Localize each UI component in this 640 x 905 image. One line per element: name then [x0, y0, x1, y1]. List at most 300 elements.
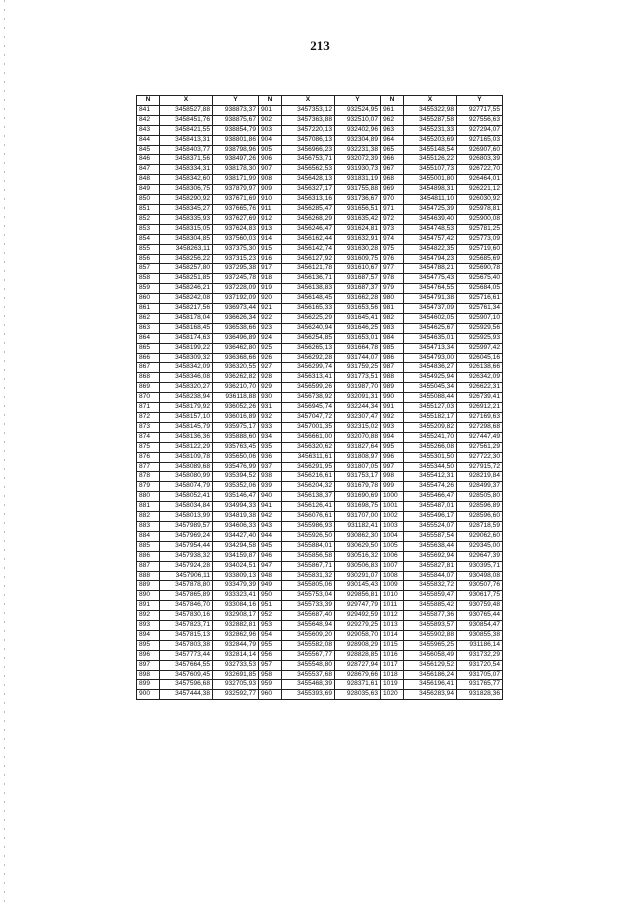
table-cell: 3458257,80 — [160, 264, 213, 274]
table-cell: 936210,70 — [213, 383, 259, 393]
table-cell: 3455548,80 — [282, 660, 335, 670]
table-cell: 3456313,41 — [282, 373, 335, 383]
table-cell: 999 — [381, 482, 404, 492]
table-cell: 3456186,24 — [404, 670, 457, 680]
table-cell: 3458256,22 — [160, 254, 213, 264]
table-cell: 3458371,56 — [160, 155, 213, 165]
table-cell: 3457823,71 — [160, 621, 213, 631]
table-row — [137, 284, 503, 294]
table-cell: 931690,69 — [335, 492, 381, 502]
table-cell: 3455902,88 — [404, 630, 457, 640]
table-cell: 932705,93 — [213, 680, 259, 690]
table-cell: 3455827,81 — [404, 561, 457, 571]
table-cell: 927722,30 — [457, 452, 503, 462]
table-cell: 993 — [381, 422, 404, 432]
table-cell: 3458238,94 — [160, 393, 213, 403]
table-cell: 843 — [137, 125, 160, 135]
table-row — [137, 125, 503, 135]
table-cell: 928219,84 — [457, 472, 503, 482]
table-cell: 934024,51 — [213, 561, 259, 571]
table-cell: 935763,45 — [213, 442, 259, 452]
table-cell: 997 — [381, 462, 404, 472]
table-cell: 908 — [259, 175, 282, 185]
table-row — [137, 313, 503, 323]
table-cell: 979 — [381, 284, 404, 294]
table-cell: 937375,30 — [213, 244, 259, 254]
table-cell: 878 — [137, 472, 160, 482]
table-cell: 3455877,36 — [404, 611, 457, 621]
table-cell: 934994,33 — [213, 502, 259, 512]
table-cell: 931653,56 — [335, 304, 381, 314]
table-cell: 3456058,49 — [404, 650, 457, 660]
table-cell: 862 — [137, 313, 160, 323]
table-cell: 931656,51 — [335, 204, 381, 214]
table-cell: 1007 — [381, 561, 404, 571]
table-cell: 885 — [137, 541, 160, 551]
table-cell: 3457938,32 — [160, 551, 213, 561]
table-cell: 3457047,72 — [282, 413, 335, 423]
table-cell: 931687,37 — [335, 284, 381, 294]
table-cell: 3456129,52 — [404, 660, 457, 670]
table-cell: 962 — [381, 115, 404, 125]
table-cell: 3457803,38 — [160, 640, 213, 650]
table-cell: 3455884,01 — [282, 541, 335, 551]
table-cell: 850 — [137, 195, 160, 205]
table-cell: 3454836,27 — [404, 363, 457, 373]
table-cell: 3458342,09 — [160, 363, 213, 373]
table-cell: 3456738,92 — [282, 393, 335, 403]
table-cell: 929747,79 — [335, 601, 381, 611]
table-cell: 3457363,88 — [282, 115, 335, 125]
table-row — [137, 472, 503, 482]
table-cell: 3455524,07 — [404, 521, 457, 531]
table-cell: 1019 — [381, 680, 404, 690]
table-cell: 926030,92 — [457, 195, 503, 205]
table-row — [137, 224, 503, 234]
table-cell: 980 — [381, 294, 404, 304]
table-cell: 930862,30 — [335, 531, 381, 541]
table-cell: 3455241,70 — [404, 432, 457, 442]
table-cell: 3455468,39 — [282, 680, 335, 690]
table-row — [137, 274, 503, 284]
table-cell: 3456283,94 — [404, 690, 457, 700]
table-cell: 929647,39 — [457, 551, 503, 561]
table-cell: 928035,63 — [335, 690, 381, 700]
table-cell: 3455301,50 — [404, 452, 457, 462]
table-row — [137, 254, 503, 264]
table-cell: 3455733,39 — [282, 601, 335, 611]
table-cell: 3454602,05 — [404, 313, 457, 323]
table-row — [137, 670, 503, 680]
table-cell: 3455466,47 — [404, 492, 457, 502]
table-cell: 928499,37 — [457, 482, 503, 492]
table-cell: 3456268,29 — [282, 214, 335, 224]
table-cell: 987 — [381, 363, 404, 373]
table-cell: 931759,25 — [335, 363, 381, 373]
table-cell: 3456165,33 — [282, 304, 335, 314]
table-cell: 919 — [259, 284, 282, 294]
table-row — [137, 214, 503, 224]
table-cell: 937315,23 — [213, 254, 259, 264]
table-cell: 936052,26 — [213, 403, 259, 413]
table-cell: 1002 — [381, 512, 404, 522]
table-cell: 939 — [259, 482, 282, 492]
table-cell: 969 — [381, 185, 404, 195]
table-cell: 3456136,71 — [282, 274, 335, 284]
table-cell: 988 — [381, 373, 404, 383]
table-cell: 887 — [137, 561, 160, 571]
table-cell: 1011 — [381, 601, 404, 611]
table-cell: 931744,07 — [335, 353, 381, 363]
table-cell: 3456299,74 — [282, 363, 335, 373]
table-cell: 936262,82 — [213, 373, 259, 383]
table-cell: 884 — [137, 531, 160, 541]
table-row — [137, 452, 503, 462]
table-cell: 3457220,13 — [282, 125, 335, 135]
table-cell: 977 — [381, 264, 404, 274]
header-x-1: X — [160, 96, 213, 106]
table-cell: 932072,39 — [335, 155, 381, 165]
table-cell: 3457086,13 — [282, 135, 335, 145]
table-cell: 3454898,31 — [404, 185, 457, 195]
table-cell: 3455266,08 — [404, 442, 457, 452]
table-cell: 926722,70 — [457, 165, 503, 175]
table-cell: 844 — [137, 135, 160, 145]
table-cell: 3457773,44 — [160, 650, 213, 660]
table-cell: 1010 — [381, 591, 404, 601]
table-cell: 3458246,21 — [160, 284, 213, 294]
table-cell: 935146,47 — [213, 492, 259, 502]
table-cell: 3455893,57 — [404, 621, 457, 631]
table-cell: 929 — [259, 383, 282, 393]
table-cell: 961 — [381, 105, 404, 115]
table-row — [137, 541, 503, 551]
table-cell: 925907,10 — [457, 313, 503, 323]
table-cell: 995 — [381, 442, 404, 452]
table-cell: 3455107,73 — [404, 165, 457, 175]
table-cell: 917 — [259, 264, 282, 274]
table-cell: 3455844,07 — [404, 571, 457, 581]
table-cell: 881 — [137, 502, 160, 512]
table-cell: 3457906,11 — [160, 571, 213, 581]
table-cell: 931720,54 — [457, 660, 503, 670]
table-cell: 3455638,44 — [404, 541, 457, 551]
table-cell: 845 — [137, 145, 160, 155]
table-cell: 1013 — [381, 621, 404, 631]
table-cell: 3458320,27 — [160, 383, 213, 393]
table-cell: 869 — [137, 383, 160, 393]
table-row — [137, 601, 503, 611]
table-cell: 907 — [259, 165, 282, 175]
table-cell: 931707,00 — [335, 512, 381, 522]
table-cell: 3454757,42 — [404, 234, 457, 244]
scan-edge-marks — [4, 0, 5, 905]
table-row — [137, 571, 503, 581]
table-row — [137, 630, 503, 640]
table-row — [137, 561, 503, 571]
table-cell: 926739,41 — [457, 393, 503, 403]
table-cell: 853 — [137, 224, 160, 234]
table-cell: 927915,72 — [457, 462, 503, 472]
table-cell: 932402,96 — [335, 125, 381, 135]
table-cell: 846 — [137, 155, 160, 165]
table-cell: 3458080,99 — [160, 472, 213, 482]
table-cell: 928828,85 — [335, 650, 381, 660]
table-cell: 894 — [137, 630, 160, 640]
table-cell: 911 — [259, 204, 282, 214]
table-row — [137, 531, 503, 541]
table-cell: 3454625,67 — [404, 323, 457, 333]
table-row — [137, 175, 503, 185]
table-cell: 3455648,94 — [282, 621, 335, 631]
table-row — [137, 105, 503, 115]
table-cell: 954 — [259, 630, 282, 640]
table-cell: 930291,07 — [335, 571, 381, 581]
table-cell: 3455126,22 — [404, 155, 457, 165]
table-cell: 925781,25 — [457, 224, 503, 234]
table-cell: 978 — [381, 274, 404, 284]
table-cell: 923 — [259, 323, 282, 333]
table-cell: 895 — [137, 640, 160, 650]
table-cell: 932091,31 — [335, 393, 381, 403]
table-cell: 931732,29 — [457, 650, 503, 660]
table-cell: 3454822,35 — [404, 244, 457, 254]
table-cell: 3458145,79 — [160, 422, 213, 432]
table-cell: 924 — [259, 333, 282, 343]
table-cell: 3458345,27 — [160, 204, 213, 214]
table-cell: 3457924,28 — [160, 561, 213, 571]
table-cell: 932592,77 — [213, 690, 259, 700]
table-cell: 945 — [259, 541, 282, 551]
table-cell: 3458199,22 — [160, 343, 213, 353]
table-cell: 871 — [137, 403, 160, 413]
table-cell: 912 — [259, 214, 282, 224]
table-cell: 932691,85 — [213, 670, 259, 680]
table-cell: 3456240,94 — [282, 323, 335, 333]
table-cell: 3456599,26 — [282, 383, 335, 393]
table-cell: 958 — [259, 670, 282, 680]
table-cell: 3458217,56 — [160, 304, 213, 314]
table-cell: 3456148,45 — [282, 294, 335, 304]
table-cell: 3458306,75 — [160, 185, 213, 195]
table-cell: 976 — [381, 254, 404, 264]
table-cell: 3454775,43 — [404, 274, 457, 284]
table-cell: 3454764,55 — [404, 284, 457, 294]
table-cell: 936118,88 — [213, 393, 259, 403]
table-cell: 931828,36 — [457, 690, 503, 700]
table-cell: 3456311,61 — [282, 452, 335, 462]
table-cell: 896 — [137, 650, 160, 660]
table-cell: 928908,29 — [335, 640, 381, 650]
table-cell: 925716,61 — [457, 294, 503, 304]
table-cell: 926464,01 — [457, 175, 503, 185]
table-cell: 3455088,44 — [404, 393, 457, 403]
table-cell: 849 — [137, 185, 160, 195]
table-cell: 3458109,78 — [160, 452, 213, 462]
table-cell: 3457815,13 — [160, 630, 213, 640]
table-cell: 948 — [259, 571, 282, 581]
table-cell: 3455231,33 — [404, 125, 457, 135]
table-row — [137, 204, 503, 214]
table-cell: 932070,88 — [335, 432, 381, 442]
table-row — [137, 690, 503, 700]
table-cell: 842 — [137, 115, 160, 125]
table-cell: 3456246,47 — [282, 224, 335, 234]
table-cell: 1009 — [381, 581, 404, 591]
table-row — [137, 195, 503, 205]
table-cell: 1014 — [381, 630, 404, 640]
table-cell: 928505,80 — [457, 492, 503, 502]
table-cell: 1006 — [381, 551, 404, 561]
table-cell: 937624,83 — [213, 224, 259, 234]
table-cell: 3455148,54 — [404, 145, 457, 155]
table-cell: 1004 — [381, 531, 404, 541]
table-cell: 901 — [259, 105, 282, 115]
table-cell: 931687,57 — [335, 274, 381, 284]
header-y-2: Y — [335, 96, 381, 106]
table-cell: 3456313,16 — [282, 195, 335, 205]
table-cell: 1008 — [381, 571, 404, 581]
table-cell: 994 — [381, 432, 404, 442]
table-cell: 3457001,35 — [282, 422, 335, 432]
table-cell: 936320,55 — [213, 363, 259, 373]
table-row — [137, 551, 503, 561]
table-cell: 915 — [259, 244, 282, 254]
table-cell: 3454635,01 — [404, 333, 457, 343]
table-cell: 936626,34 — [213, 313, 259, 323]
table-cell: 872 — [137, 413, 160, 423]
table-cell: 936 — [259, 452, 282, 462]
table-cell: 3455805,06 — [282, 581, 335, 591]
table-cell: 3454725,39 — [404, 204, 457, 214]
table-cell: 930765,44 — [457, 611, 503, 621]
table-cell: 926138,66 — [457, 363, 503, 373]
table-cell: 3458168,45 — [160, 323, 213, 333]
table-cell: 3455209,82 — [404, 422, 457, 432]
table-cell: 927447,49 — [457, 432, 503, 442]
table-cell: 934819,38 — [213, 512, 259, 522]
table-cell: 3458527,88 — [160, 105, 213, 115]
table-cell: 854 — [137, 234, 160, 244]
table-cell: 931765,77 — [457, 680, 503, 690]
table-cell: 968 — [381, 175, 404, 185]
table-cell: 879 — [137, 482, 160, 492]
table-cell: 3455856,58 — [282, 551, 335, 561]
table-cell: 932307,47 — [335, 413, 381, 423]
table-row — [137, 185, 503, 195]
table-cell: 864 — [137, 333, 160, 343]
table-cell: 998 — [381, 472, 404, 482]
table-cell: 3458074,79 — [160, 482, 213, 492]
table-cell: 951 — [259, 601, 282, 611]
table-cell: 3455127,03 — [404, 403, 457, 413]
table-cell: 875 — [137, 442, 160, 452]
table-cell: 900 — [137, 690, 160, 700]
table-cell: 925978,81 — [457, 204, 503, 214]
table-cell: 3456753,71 — [282, 155, 335, 165]
table-cell: 991 — [381, 403, 404, 413]
table-cell: 936538,66 — [213, 323, 259, 333]
table-cell: 3454713,34 — [404, 343, 457, 353]
table-cell: 931182,41 — [335, 521, 381, 531]
table-cell: 971 — [381, 204, 404, 214]
table-cell: 1018 — [381, 670, 404, 680]
table-cell: 932524,95 — [335, 105, 381, 115]
table-cell: 932908,17 — [213, 611, 259, 621]
table-cell: 3458034,84 — [160, 502, 213, 512]
table-cell: 946 — [259, 551, 282, 561]
table-cell: 925685,69 — [457, 254, 503, 264]
table-cell: 3458136,36 — [160, 432, 213, 442]
table-cell: 3456966,23 — [282, 145, 335, 155]
table-cell: 925900,08 — [457, 214, 503, 224]
table-cell: 925929,56 — [457, 323, 503, 333]
table-cell: 3456428,13 — [282, 175, 335, 185]
table-cell: 857 — [137, 264, 160, 274]
table-cell: 986 — [381, 353, 404, 363]
table-cell: 932733,53 — [213, 660, 259, 670]
table-cell: 848 — [137, 175, 160, 185]
table-cell: 931755,88 — [335, 185, 381, 195]
table-cell: 903 — [259, 125, 282, 135]
table-cell: 3454737,09 — [404, 304, 457, 314]
table-cell: 981 — [381, 304, 404, 314]
table-cell: 3456196,41 — [404, 680, 457, 690]
table-cell: 913 — [259, 224, 282, 234]
table-row — [137, 680, 503, 690]
table-cell: 3456254,85 — [282, 333, 335, 343]
table-cell: 3458052,41 — [160, 492, 213, 502]
table-cell: 933084,16 — [213, 601, 259, 611]
table-cell: 892 — [137, 611, 160, 621]
table-row — [137, 363, 503, 373]
table-cell: 916 — [259, 254, 282, 264]
table-cell: 933479,39 — [213, 581, 259, 591]
table-row — [137, 462, 503, 472]
table-cell: 956 — [259, 650, 282, 660]
table-cell: 929279,25 — [335, 621, 381, 631]
table-cell: 3458013,99 — [160, 512, 213, 522]
table-cell: 926907,60 — [457, 145, 503, 155]
coordinates-table-container — [136, 95, 503, 700]
table-cell: 930629,50 — [335, 541, 381, 551]
table-cell: 932882,81 — [213, 621, 259, 631]
table-cell: 931662,28 — [335, 294, 381, 304]
table-cell: 936016,89 — [213, 413, 259, 423]
table-cell: 1016 — [381, 650, 404, 660]
table-cell: 858 — [137, 274, 160, 284]
table-cell: 932231,38 — [335, 145, 381, 155]
table-cell: 930145,43 — [335, 581, 381, 591]
table-cell: 868 — [137, 373, 160, 383]
table-cell: 1012 — [381, 611, 404, 621]
table-cell: 920 — [259, 294, 282, 304]
table-cell: 933809,13 — [213, 571, 259, 581]
table-cell: 3458251,85 — [160, 274, 213, 284]
table-cell: 3455832,72 — [404, 581, 457, 591]
table-cell: 931808,97 — [335, 452, 381, 462]
table-cell: 3458413,31 — [160, 135, 213, 145]
table-row — [137, 512, 503, 522]
table-cell: 3455867,71 — [282, 561, 335, 571]
table-cell: 3456216,61 — [282, 472, 335, 482]
table-cell: 931827,64 — [335, 442, 381, 452]
table-cell: 3454794,23 — [404, 254, 457, 264]
table-cell: 938875,67 — [213, 115, 259, 125]
table-cell: 3458242,08 — [160, 294, 213, 304]
table-cell: 938801,86 — [213, 135, 259, 145]
table-cell: 960 — [259, 690, 282, 700]
